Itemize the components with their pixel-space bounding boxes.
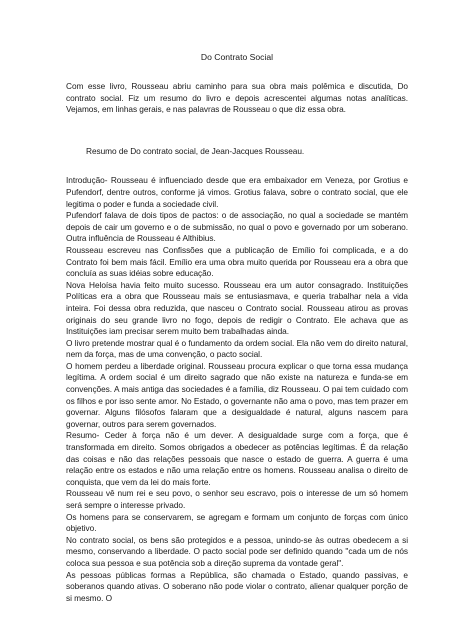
document-title: Do Contrato Social [200,52,274,62]
summary-heading: Resumo de Do contrato social, de Jean-Jacques Rousseau. [86,145,305,156]
paragraph-nova-heloisa: Nova Heloísa havia feito muito sucesso. Rousseau era um autor consagrado. Instituições Políticas era a obra que Rousseau mais se entusiasmava, e queria trabalhar nela a vida inteira. Foi dessa obra reduzida, que nasceu o Contrato social. Rousseau atirou as provas originais do seu grande livro no fogo, depois de redigir o Contrato. Ele achava que as Instituições iam precisar serem muito bem trabalhadas ainda. [66,279,408,337]
paragraph-rei-povo: Rousseau vê num rei e seu povo, o senhor seu escravo, pois o interesse de um só homem será sempre o interesse privado. [66,488,408,510]
paragraph-liberdade: O homem perdeu a liberdade original. Rousseau procura explicar o que torna essa mudança legítima. A ordem social é um direito sagrado que não existe na natureza e funda-se em convenções. A mais antiga das sociedades é a família, diz Rousseau. O pai tem cuidado com os filhos e por isso sente amor. No Estado, o governante não ama o povo, mas tem prazer em governar. Alguns filósofos falaram que a desigualdade é natural, alguns nascem para governar, outros para serem governados. [66,360,408,429]
paragraph-confissoes: Rousseau escreveu nas Confissões que a publicação de Emílio foi complicada, e a do Contrato foi bem mais fácil. Emílio era uma obra muito querida por Rousseau era a obra que concluía as suas idéias sobre educação. [66,244,408,279]
paragraph-introducao: Introdução- Rousseau é influenciado desde que era embaixador em Veneza, por Grotius e Pufendorf, dentre outros, conforme já vimos. Grotius falava, sobre o contrato social, que ele legitima o poder e funda a sociedade civil. [66,175,408,209]
paragraph-pessoas-publicas: As pessoas públicas formas a República, são chamada o Estado, quando passivas, e soberanos quando ativas. O soberano não pode violar o contrato, alienar qualquer porção de si mesmo. O [66,569,408,603]
paragraph-resumo: Resumo- Ceder à força não é um dever. A desigualdade surge com a força, que é transformada em direito. Somos obrigados a obedecer as potências legítimas. É da relação das coisas e não das relações pessoais que nasce o estado de guerra. A guerra é uma relação entre os estados e não uma relação entre os homens. Rousseau analisa o direito de conquista, que vem da lei do mais forte. [66,430,408,487]
paragraph-conservarem: Os homens para se conservarem, se agregam e formam um conjunto de forças com único objetivo. [66,511,408,534]
paragraph-pufendorf: Pufendorf falava de dois tipos de pactos: o de associação, no qual a sociedade se mantém depois de cair um governo e o de submissão, no qual o povo e governado por um soberano. Outra influência de Rousseau é Althibius. [66,210,408,244]
paragraph-fundamento: O livro pretende mostrar qual é o fundamento da ordem social. Ela não vem do direito natural, nem da força, mas de uma convenção, o pacto social. [66,337,408,360]
intro-paragraph: Com esse livro, Rousseau abriu caminho para sua obra mais polêmica e discutida, Do contrato social. Fiz um resumo do livro e depois acrescentei algumas notas analíticas. Vejamos, em linhas gerais, e nas palavras de Rousseau o que diz essa obra. [66,81,408,115]
paragraph-contrato: No contrato social, os bens são protegidos e a pessoa, unindo-se às outras obedecem a si mesmo, conservando a liberdade. O pacto social pode ser definido quando "cada um de nós coloca sua pessoa e sua potência sob a direção suprema da vontade geral". [66,534,408,568]
